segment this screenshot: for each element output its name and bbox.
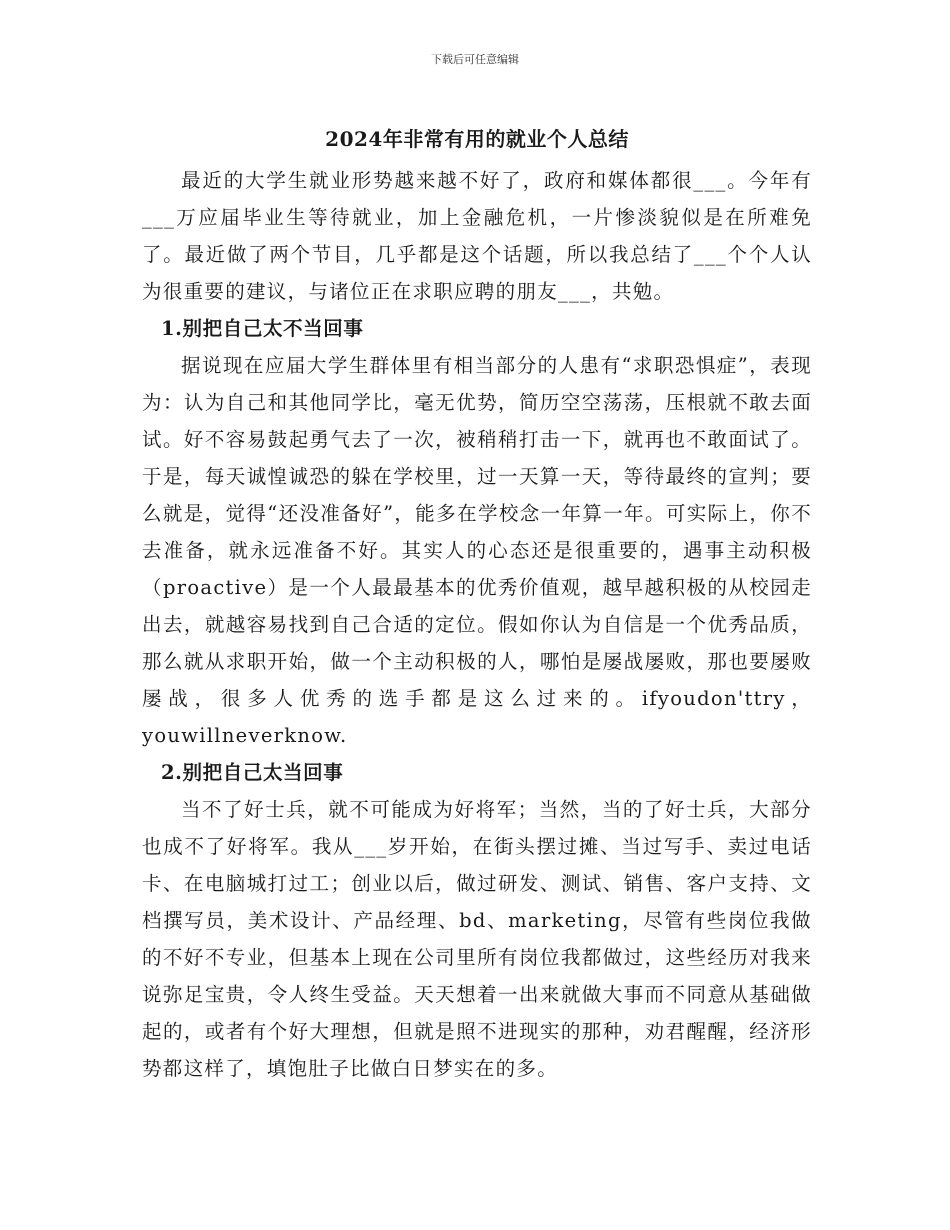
intro-paragraph: 最近的大学生就业形势越来越不好了，政府和媒体都很___。今年有___万应届毕业生等待就业，加上金融危机，一片惨淡貌似是在所难免了。最近做了两个节目，几乎都是这个话题，所以我总结了___个个人认为很重要的建议，与诸位正在求职应聘的朋友___，共勉。 [142, 169, 812, 303]
page-header-note: 下载后可任意编辑 [431, 53, 519, 66]
section-1-paragraph: 据说现在应届大学生群体里有相当部分的人患有“求职恐惧症”，表现为：认为自己和其他同学比，毫无优势，简历空空荡荡，压根就不敢去面试。好不容易鼓起勇气去了一次，被稍稍打击一下，就再也不敢面试了。于是，每天诚惶诚恐的躲在学校里，过一天算一天，等待最终的宣判；要么就是，觉得“还没准备好”，能多在学校念一年算一年。可实际上，你不去准备，就永远准备不好。其实人的心态还是很重要的，遇事主动积极（proactive）是一个人最最基本的优秀价值观，越早越积极的从校园走出去，就越容易找到自己合适的定位。假如你认为自信是一个优秀品质，那么就从求职开始，做一个主动积极的人，哪怕是屡战屡败，那也要屡败屡战，很多人优秀的选手都是这么过来的。ifyoudon'ttry，youwillneverknow. [142, 354, 812, 747]
section-1-heading: 1.别把自己太不当回事 [161, 317, 364, 340]
document-title: 2024年非常有用的就业个人总结 [325, 127, 629, 151]
document-body [142, 122, 812, 1087]
section-2-heading: 2.别把自己太当回事 [161, 761, 344, 784]
section-2-paragraph: 当不了好士兵，就不可能成为好将军；当然，当的了好士兵，大部分也成不了好将军。我从___岁开始，在街头摆过摊、当过写手、卖过电话卡、在电脑城打过工；创业以后，做过研发、测试、销售、客户支持、文档撰写员，美术设计、产品经理、bd、marketing，尽管有些岗位我做的不好不专业，但基本上现在公司里所有岗位我都做过，这些经历对我来说弥足宝贵，令人终生受益。天天想着一出来就做大事而不同意从基础做起的，或者有个好大理想，但就是照不进现实的那种，劝君醒醒，经济形势都这样了，填饱肚子比做白日梦实在的多。 [142, 798, 812, 1080]
